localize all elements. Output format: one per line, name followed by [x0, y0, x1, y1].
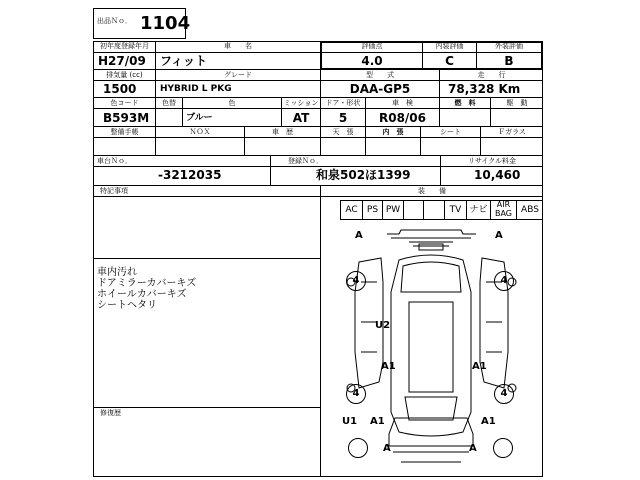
doors-label: ドア・形状 — [325, 99, 361, 107]
model-code-value: DAA-GP5 — [349, 82, 411, 96]
equip-ac: AC — [345, 205, 358, 215]
color-value: ブルー — [186, 113, 213, 123]
score-value: 4.0 — [361, 54, 383, 68]
displacement-label: 排気量 (cc) — [106, 71, 143, 79]
note-line: ドアミラーカバーキズ — [97, 278, 197, 289]
roof-lining-label: 天 張 — [332, 128, 354, 136]
rear-view-outline — [389, 418, 473, 446]
mark-bottom-a1-left: A1 — [370, 416, 385, 427]
equip-tv: TV — [449, 205, 462, 215]
mark-rear-right: A — [469, 443, 477, 454]
car-rear-window — [405, 397, 457, 420]
rear-bumper — [393, 452, 469, 462]
special-notes-list — [97, 267, 196, 311]
lot-number-label: 出品Ｎｏ． — [97, 17, 132, 25]
mark-front-right: A — [495, 230, 503, 241]
color-label: 色 — [228, 99, 236, 107]
equip-navi: ナビ — [469, 205, 488, 215]
mark-rear-left-wheel: 4 — [346, 384, 366, 404]
vehicle-history-label: 車 歴 — [272, 128, 293, 136]
mark-rear-right-wheel: 4 — [494, 384, 514, 404]
grade-label: グレード — [224, 71, 252, 79]
equip-pw: PW — [385, 205, 401, 215]
recycle-fee-value: 10,460 — [474, 168, 521, 182]
nox-label: ＮＯＸ — [189, 128, 211, 136]
mark-bottom-a1-right: A1 — [481, 416, 496, 427]
doors-value: 5 — [338, 111, 348, 125]
car-top-outline — [391, 255, 471, 436]
mark-left-side: A1 — [381, 361, 396, 372]
mark-front-left-wheel: 4 — [346, 271, 366, 291]
car-name-value: フィット — [160, 54, 208, 68]
color-code-label: 色コード — [110, 99, 139, 107]
note-line: ホイールカバーキズ — [97, 289, 187, 300]
equipment-label: 装 備 — [418, 187, 446, 195]
displacement-value: 1500 — [103, 82, 137, 96]
car-hood — [401, 262, 461, 292]
drive-label: 駆 動 — [506, 99, 528, 107]
rear-right-wheel-ring — [493, 438, 513, 458]
transmission-label: ミッション — [283, 99, 319, 107]
note-line: シートヘタリ — [97, 300, 157, 311]
inspection-value: R08/06 — [378, 111, 427, 125]
exterior-eval-value: B — [504, 54, 514, 68]
recycle-fee-label: リサイクル料金 — [467, 157, 517, 165]
mark-front-right-wheel: 4 — [494, 271, 514, 291]
chassis-number-value: -3212035 — [158, 168, 222, 182]
left-side-detail — [361, 282, 377, 352]
score-label: 評価点 — [361, 42, 383, 50]
mark-front-left: A — [355, 230, 363, 241]
front-glass-label: Ｆガラス — [498, 128, 526, 136]
car-name-label: 車 名 — [224, 42, 252, 50]
registration-number-value: 和泉502ほ1399 — [316, 168, 411, 182]
first-registration-value: H27/09 — [98, 54, 146, 68]
lot-number-value: 1104 — [140, 13, 191, 34]
interior-eval-value: C — [445, 54, 454, 68]
mark-bottom-u1: U1 — [342, 416, 358, 427]
maintenance-book-label: 整備手帳 — [110, 128, 139, 136]
equip-abs: ABS — [521, 205, 539, 215]
interior-lining-label: 内 張 — [382, 128, 404, 136]
mark-right-side: A1 — [472, 361, 487, 372]
registration-number-label: 登録Ｎｏ． — [288, 157, 323, 165]
model-code-label: 型 式 — [366, 71, 394, 79]
first-registration-label: 初年度登録年月 — [100, 42, 149, 50]
transmission-value: AT — [292, 111, 310, 125]
repair-history-label: 修復歴 — [100, 409, 121, 417]
chassis-number-label: 車台Ｎｏ． — [97, 157, 132, 165]
note-line: 車内汚れ — [97, 267, 137, 278]
color-code-value: B593M — [103, 111, 150, 125]
equip-airbag: AIR BAG — [494, 200, 513, 218]
mileage-label: 走 行 — [477, 71, 506, 79]
inspection-label: 車 検 — [392, 99, 413, 107]
exterior-eval-label: 外装評価 — [495, 42, 523, 50]
fuel-label: 燃 料 — [454, 99, 476, 107]
front-view-grille — [419, 244, 443, 250]
mileage-value: 78,328 Km — [448, 82, 521, 96]
car-cabin — [409, 302, 453, 392]
special-notes-label: 特記事項 — [100, 187, 128, 195]
seat-label: シート — [440, 128, 461, 136]
color-change-label: 色替 — [162, 99, 176, 107]
interior-eval-label: 内装評価 — [435, 42, 464, 50]
mark-rear-left: A — [383, 443, 391, 454]
equip-ps: PS — [366, 205, 379, 215]
mark-center: U2 — [375, 320, 391, 331]
grade-value: HYBRID L PKG — [160, 84, 232, 94]
right-side-detail — [486, 282, 502, 352]
rear-left-wheel-ring — [348, 438, 368, 458]
